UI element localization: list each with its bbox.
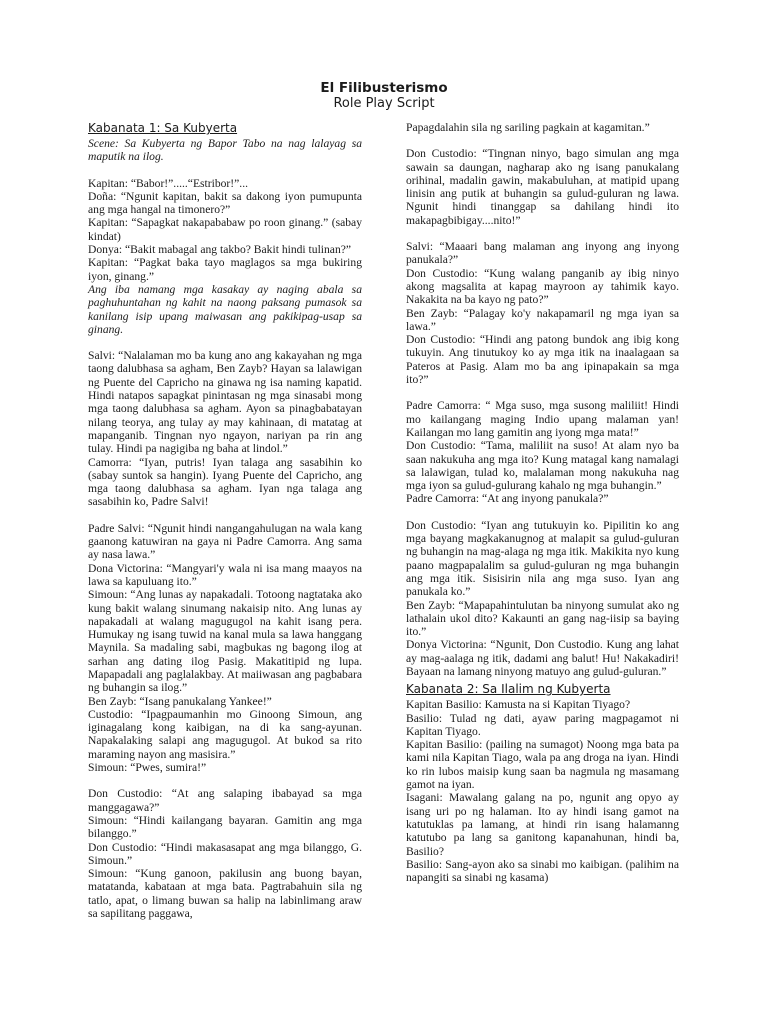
script-line: Padre Camorra: “ Mga suso, mga susong maliliit! Hindi mo kailangang maging Indio upang malaman yan! Kailangan mo lang gamitin ang iyong mga mata!” bbox=[406, 399, 679, 439]
right-column bbox=[406, 121, 679, 884]
left-column bbox=[88, 121, 362, 920]
script-line: Padre Camorra: “At ang inyong panukala?” bbox=[406, 492, 609, 506]
document-subtitle: Role Play Script bbox=[333, 96, 435, 111]
chapter-1-heading: Kabanata 1: Sa Kubyerta bbox=[88, 121, 238, 135]
script-line: Don Custodio: “Tingnan ninyo, bago simulan ang mga sawain sa daungan, nagharap ako ng isang panukalang orihinal, madalin gawin, makabuluhan, at matipid upang linisin ang putik at buhangin sa gulud-guluran ng lawa. Ngunit hindi tinanggap sa dahilang hindi ito makapagbibigay....nito!” bbox=[406, 147, 679, 227]
script-line: Dona Victorina: “Mangyari'y wala ni isa mang maayos na lawa sa kapuluang ito.” bbox=[88, 561, 362, 588]
script-line: Camorra: “Iyan, putris! Iyan talaga ang sasabihin ko (sabay suntok sa hangin). Iyang Puente del Capricho, ang mga taong dalubhasa sa agham. Iyan nga talaga ang sasabihin ko, Padre Salvi! bbox=[88, 455, 362, 509]
script-line: Don Custodio: “Iyan ang tutukuyin ko. Pipilitin ko ang mga bayang magkakanugnog at malapit sa gulud-guluran ng buhangin na mag-alaga ng mga itik. Makikita nyo kung paano magpapalalim sa gulud-guluran ng mga buhangin ang mga itik. Sisisirin nila ang mga suso. Iyan ang panukala ko.” bbox=[406, 518, 679, 599]
script-line: Kapitan: “Pagkat baka tayo maglagos sa mga bukiring iyon, ginang.” bbox=[88, 256, 362, 283]
script-line: Ang iba namang mga kasakay ay naging abala sa paghuhuntahan ng kahit na naong paksang pumasok sa kanilang isip upang maiwasan ang pakikipag-usap sa ginang. bbox=[88, 282, 362, 336]
right-column-text bbox=[406, 121, 679, 678]
script-line: Basilio: Sang-ayon ako sa sinabi mo kaibigan. (palihim na napangiti sa sinabi ng kasama) bbox=[406, 857, 679, 885]
script-line: Ben Zayb: “Mapapahintulutan ba ninyong sumulat ako ng lathalain ukol dito? Kakaunti an gang nag-iisip sa baying ito.” bbox=[406, 598, 679, 639]
script-line: Simoun: “Pwes, sumira!” bbox=[88, 761, 207, 775]
script-line: Padre Salvi: “Ngunit hindi nangangahulugan na wala kang gaanong katuwiran na gaya ni Padre Camorra. Ang sama ay nasa lawa.” bbox=[88, 521, 362, 562]
chapter-2-text bbox=[406, 698, 679, 884]
left-column-text bbox=[88, 137, 362, 920]
script-line: Ben Zayb: “Isang panukalang Yankee!” bbox=[88, 694, 272, 708]
script-line: Don Custodio: “Hindi makasasapat ang mga bilanggo, G. Simoun.” bbox=[88, 840, 362, 867]
script-line: Kapitan Basilio: Kamusta na si Kapitan Tiyago? bbox=[406, 698, 631, 712]
document-title: El Filibusterismo bbox=[320, 80, 448, 96]
script-line: Kapitan: “Babor!”.....“Estribor!”... bbox=[88, 176, 248, 190]
script-line: Don Custodio: “At ang salaping ibabayad sa mga manggagawa?” bbox=[88, 787, 362, 814]
script-line: Don Custodio: “Tama, maliliit na suso! At alam nyo ba saan nakukuha ang mga ito? Kung matagal kang namalagi sa lalawigan, tulad ko, malalaman mong nakukuha nag mga iyon sa gulud-gulurang kahalo ng mga buhangin.” bbox=[406, 439, 679, 493]
script-line: Ben Zayb: “Palagay ko'y nakapamaril ng mga iyan sa lawa.” bbox=[406, 306, 679, 333]
script-line: Scene: Sa Kubyerta ng Bapor Tabo na nag lalayag sa maputik na ilog. bbox=[88, 137, 362, 164]
script-line: Don Custodio: “Hindi ang patong bundok ang ibig kong tukuyin. Ang tinutukoy ko ay mga itik na inaalagaan sa Pateros at Pasig. Alam mo ba ang ipinapakain sa mga ito?” bbox=[406, 333, 679, 387]
script-line: Simoun: “Ang lunas ay napakadali. Totoong nagtataka ako kung bakit walang sinumang nakaisip nito. Ang lunas ay napakadali at walang magugugol na kahit isang pera. Humukay ng isang tuwid na kanal mula sa lawa hanggang Maynila. Sa madaling sabi, magbukas ng bagong ilog at sarhan ang dating ilog Pasig. Makatitipid ng lupa. Mapapadali ang paglalakbay. At maiiwasan ang pagbabara ng buhangin sa ilog.” bbox=[88, 588, 362, 695]
script-line: Donya Victorina: “Ngunit, Don Custodio. Kung ang lahat ay mag-aalaga ng itik, dadami ang balut! Hu! Nakakadiri! Bayaan na lamang ninyong matuyo ang gulud-guluran.” bbox=[406, 638, 679, 678]
script-line: Kapitan: “Sapagkat nakapababaw po roon ginang.” (sabay kindat) bbox=[88, 216, 362, 243]
script-line: Simoun: “Kung ganoon, pakilusin ang buong bayan, matatanda, kabataan at mga bata. Pagtrabahuin sila ng tatlo, apat, o limang buwan sa halip na labinlimang araw sa sapilitang paggawa, bbox=[88, 867, 362, 921]
script-line: Donya: “Bakit mabagal ang takbo? Bakit hindi tulinan?” bbox=[88, 243, 352, 257]
script-line: Isagani: Mawalang galang na po, ngunit ang opyo ay isang uri po ng halaman. Ito ay hindi isang gamot na katutuklas pa lamang, at hindi rin isang halamanng katutubo pa lang sa ganitong kapanahunan, hindi ba, Basilio? bbox=[406, 791, 679, 858]
script-line: Don Custodio: “Kung walang panganib ay ibig ninyo akong magsalita at kapag mayroon ay tahimik kayo. Nakakita na ba kayo ng pato?” bbox=[406, 266, 679, 307]
script-line: Kapitan Basilio: (pailing na sumagot) Noong mga bata pa kami nila Kapitan Tiago, wala pa ang droga na iyan. Hindi ko rin lubos maisip kung saan ba nagmula ng masamang gamot na iyan. bbox=[406, 738, 679, 792]
script-line: Basilio: Tulad ng dati, ayaw paring magpagamot ni Kapitan Tiyago. bbox=[406, 711, 679, 738]
chapter-2-heading: Kabanata 2: Sa Ilalim ng Kubyerta bbox=[406, 682, 611, 697]
script-line: Salvi: “Maaari bang malaman ang inyong ang inyong panukala?” bbox=[406, 240, 679, 267]
script-line: Custodio: “Ipagpaumanhin mo Ginoong Simoun, ang iginagalang kong kaibigan, na di ka sang-ayunan. Napakalaking salapi ang magugugol. At bukod sa rito maraming nayon ang masisira.” bbox=[88, 707, 362, 761]
script-line: Salvi: “Nalalaman mo ba kung ano ang kakayahan ng mga taong dalubhasa sa agham, Ben Zayb? Hayan sa lalawigan ng Puente del Capricho na ginawa ng isa naming kapatid. Hindi natapos sapagkat pinintasan ng mga sinasabi mong mga taong dalubhasa sa agham. Ayon sa pinagbabatayan nilang teorya, ang tulay ay may kahinaan, di matatag at mapanganib. Tingnan nyo ngayon, nariyan pa rin ang tulay. Hindi pa nagigiba ng baha at lindol.” bbox=[88, 349, 362, 456]
script-line: Doña: “Ngunit kapitan, bakit sa dakong iyon pumupunta ang mga hangal na timonero?” bbox=[88, 189, 362, 217]
script-line: Simoun: “Hindi kailangang bayaran. Gamitin ang mga bilanggo.” bbox=[88, 813, 362, 841]
script-line: Papagdalahin sila ng sariling pagkain at kagamitan.” bbox=[406, 121, 650, 134]
